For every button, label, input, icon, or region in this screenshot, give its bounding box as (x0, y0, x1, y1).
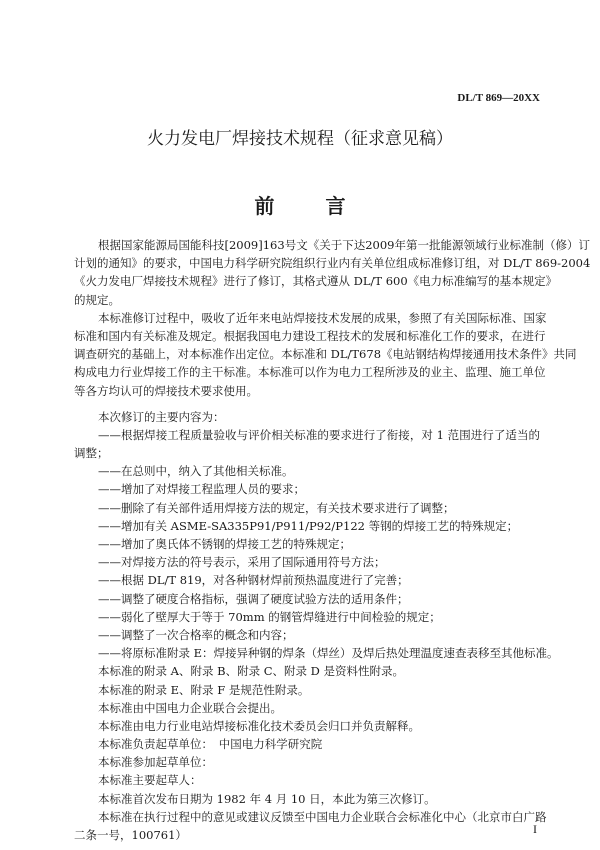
changes-intro: 本次修订的主要内容为： (98, 409, 225, 424)
list-item: ——增加了对焊接工程监理人员的要求； (98, 482, 305, 497)
statement-line: 本标准负责起草单位： 中国电力科学研究院 (98, 737, 323, 752)
statement-line: 本标准由中国电力企业联合会提出。 (98, 700, 282, 715)
list-item: ——删除了有关部件适用焊接方法的规定，有关技术要求进行了调整； (98, 500, 455, 515)
list-item: ——根据 DL/T 819，对各种钢材焊前预热温度进行了完善； (98, 573, 409, 588)
statement-line: 本标准首次发布日期为 1982 年 4 月 10 日，本此为第三次修订。 (98, 791, 436, 806)
document-code: DL/T 869—20XX (457, 92, 540, 104)
document-body (74, 236, 591, 844)
paragraph-process (74, 309, 577, 400)
list-item: ——调整了一次合格率的概念和内容； (98, 627, 294, 642)
statement-line: 本标准在执行过程中的意见或建议反馈至中国电力企业联合会标准化中心（北京市白广路 (98, 809, 547, 824)
text-line: 计划的通知》的要求，中国电力科学研究院组织行业内有关单位组成标准修订组，对 DL/T 869-2004 (74, 256, 591, 271)
list-item: ——弱化了壁厚大于等于 70mm 的钢管焊缝进行中间检验的规定； (98, 609, 441, 624)
text-line: 的规定。 (74, 292, 120, 307)
text-line: 标准和国内有关标准及规定。根据我国电力建设工程技术的发展和标准化工作的要求，在进行 (74, 328, 546, 343)
text-line: 调查研究的基础上，对本标准作出定位。本标准和 DL/T678《电站钢结构焊接通用技术条件》共同 (74, 347, 577, 362)
statement-line: 本标准的附录 E、附录 F 是规范性附录。 (98, 682, 310, 697)
list-item: ——增加了奥氏体不锈钢的焊接工艺的特殊规定； (98, 537, 351, 551)
list-item: ——在总则中，纳入了其他相关标准。 (98, 464, 294, 479)
statement-line: 本标准参加起草单位： (98, 755, 213, 770)
text-line: 构成电力行业焊接工作的主干标准。本标准可以作为电力工程所涉及的业主、监理、施工单位 (74, 365, 546, 380)
list-item: ——调整了硬度合格指标，强调了硬度试验方法的适用条件； (98, 591, 409, 606)
list-item: ——根据焊接工程质量验收与评价相关标准的要求进行了衔接，对 1 范围进行了适当的 (98, 427, 540, 442)
changes-list (74, 426, 559, 662)
text-line: 根据国家能源局国能科技[2009]163号文《关于下达2009年第一批能源领域行业标准制（修）订 (98, 238, 590, 252)
statement-line: 二条一号，100761） (74, 828, 187, 842)
statements (74, 662, 547, 844)
list-item: ——对焊接方法的符号表示，采用了国际通用符号方法； (98, 555, 386, 570)
list-item: 调整； (74, 446, 109, 461)
page-number: I (533, 822, 537, 836)
list-item: ——增加有关 ASME-SA335P91/P911/P92/P122 等钢的焊接工艺的特殊规定； (98, 518, 519, 533)
section-title: 前 言 (254, 194, 368, 218)
text-line: 等各方均认可的焊接技术要求使用。 (74, 383, 258, 398)
paragraph-background (74, 236, 591, 309)
statement-line: 本标准主要起草人： (98, 773, 202, 788)
text-line: 本标准修订过程中，吸收了近年来电站焊接技术发展的成果，参照了有关国际标准、国家 (98, 310, 547, 325)
list-item: ——将原标准附录 E：焊接异种钢的焊条（焊丝）及焊后热处理温度速查表移至其他标准。 (98, 646, 559, 661)
text-line: 《火力发电厂焊接技术规程》进行了修订，其格式遵从 DL/T 600《电力标准编写的基本规定》 (74, 274, 558, 289)
document-title: 火力发电厂焊接技术规程（征求意见稿） (147, 129, 453, 149)
statement-line: 本标准由电力行业电站焊接标准化技术委员会归口并负责解释。 (98, 718, 420, 733)
statement-line: 本标准的附录 A、附录 B、附录 C、附录 D 是资料性附录。 (98, 664, 405, 679)
